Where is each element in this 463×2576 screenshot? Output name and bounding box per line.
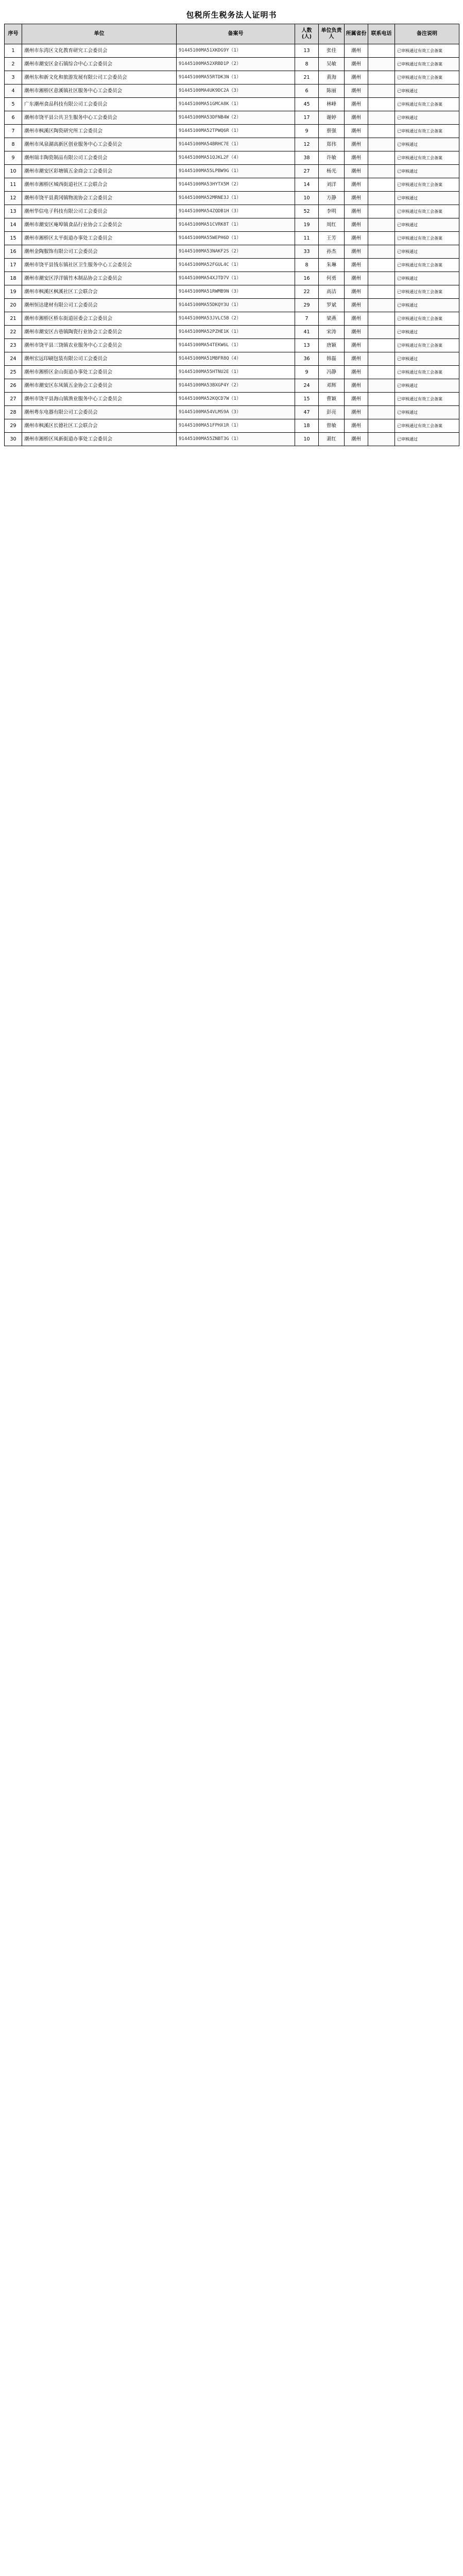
cell-member-count: 22 xyxy=(295,285,319,299)
cell-unit-name: 潮州金陶服饰有限公司工会委员会 xyxy=(22,245,177,259)
cell-number: 18 xyxy=(5,272,22,285)
cell-phone xyxy=(368,433,395,446)
cell-head: 张佳 xyxy=(319,44,345,58)
cell-note: 已审核通过有效工会备案 xyxy=(395,151,459,165)
document-title: 包税所生税务法人证明书 xyxy=(186,10,277,20)
column-header: 单位 xyxy=(22,24,177,44)
cell-phone xyxy=(368,84,395,98)
table-row xyxy=(5,111,459,125)
cell-phone xyxy=(368,272,395,285)
cell-region: 潮州 xyxy=(345,71,368,84)
table-row xyxy=(5,125,459,138)
cell-phone xyxy=(368,98,395,111)
cell-head: 曹颖 xyxy=(319,393,345,406)
cell-region: 潮州 xyxy=(345,165,368,178)
cell-head: 罗斌 xyxy=(319,299,345,312)
cell-note: 已审核通过有效工会备案 xyxy=(395,98,459,111)
cell-region: 潮州 xyxy=(345,366,368,379)
cell-unit-name: 潮州市饶平县海山镇渔业服务中心工会委员会 xyxy=(22,393,177,406)
table-row xyxy=(5,44,459,58)
cell-registration-code: 91445100MA52MRNE3J（1） xyxy=(177,192,295,205)
cell-region: 潮州 xyxy=(345,205,368,218)
cell-unit-name: 潮州市湘桥区凤新街道办事处工会委员会 xyxy=(22,433,177,446)
column-header: 所属省份 xyxy=(345,24,368,44)
cell-phone xyxy=(368,178,395,192)
table-row xyxy=(5,71,459,84)
table-row xyxy=(5,138,459,151)
cell-note: 已审核通过有效工会备案 xyxy=(395,232,459,245)
cell-note: 已审核通过有效工会备案 xyxy=(395,339,459,352)
cell-region: 潮州 xyxy=(345,272,368,285)
cell-unit-name: 潮州市枫溪区长德社区工会联合会 xyxy=(22,419,177,433)
cell-unit-name: 潮州市潮安区古巷镇陶瓷行业协会工会委员会 xyxy=(22,326,177,339)
cell-note: 已审核通过 xyxy=(395,379,459,393)
table-row xyxy=(5,339,459,352)
table-row xyxy=(5,352,459,366)
cell-unit-name: 潮州市湘桥区城西街道社区工会联合会 xyxy=(22,178,177,192)
cell-note: 已审核通过 xyxy=(395,272,459,285)
cell-registration-code: 91445100MA53BXGP4Y（2） xyxy=(177,379,295,393)
table-row xyxy=(5,326,459,339)
column-header: 联系电话 xyxy=(368,24,395,44)
cell-number: 23 xyxy=(5,339,22,352)
cell-unit-name: 潮州市潮安区东凤镇五金协会工会委员会 xyxy=(22,379,177,393)
table-row xyxy=(5,84,459,98)
cell-number: 29 xyxy=(5,419,22,433)
cell-phone xyxy=(368,58,395,71)
cell-head: 李明 xyxy=(319,205,345,218)
table-row xyxy=(5,379,459,393)
cell-head: 蔡强 xyxy=(319,125,345,138)
cell-unit-name: 潮州市饶平县公共卫生服务中心工会委员会 xyxy=(22,111,177,125)
cell-head: 黄海 xyxy=(319,71,345,84)
cell-registration-code: 91445100MA51XKDG9Y（1） xyxy=(177,44,295,58)
cell-region: 潮州 xyxy=(345,138,368,151)
cell-head: 许敏 xyxy=(319,151,345,165)
cell-phone xyxy=(368,379,395,393)
cell-note: 已审核通过有效工会备案 xyxy=(395,393,459,406)
cell-head: 陈丽 xyxy=(319,84,345,98)
cell-phone xyxy=(368,218,395,232)
cell-phone xyxy=(368,419,395,433)
cell-registration-code: 91445100MA54TEKW6L（1） xyxy=(177,339,295,352)
cell-phone xyxy=(368,339,395,352)
cell-note: 已审核通过 xyxy=(395,138,459,151)
table-row xyxy=(5,366,459,379)
cell-registration-code: 91445100MA55ZNBT3G（1） xyxy=(177,433,295,446)
cell-unit-name: 潮州市东湾区文化教育研究工会委员会 xyxy=(22,44,177,58)
cell-registration-code: 91445100MA55DKQY3U（1） xyxy=(177,299,295,312)
cell-region: 潮州 xyxy=(345,125,368,138)
cell-head: 曾敏 xyxy=(319,419,345,433)
cell-region: 潮州 xyxy=(345,151,368,165)
cell-note: 已审核通过有效工会备案 xyxy=(395,419,459,433)
cell-registration-code: 91445100MA51QJKL2F（4） xyxy=(177,151,295,165)
cell-registration-code: 91445100MA51MBFR8Q（4） xyxy=(177,352,295,366)
cell-note: 已审核通过有效工会备案 xyxy=(395,259,459,272)
cell-head: 高洁 xyxy=(319,285,345,299)
cell-registration-code: 91445100MA55WEPH6D（1） xyxy=(177,232,295,245)
cell-head: 王芳 xyxy=(319,232,345,245)
cell-member-count: 18 xyxy=(295,419,319,433)
cell-region: 潮州 xyxy=(345,393,368,406)
cell-registration-code: 91445100MA51RWMB9N（3） xyxy=(177,285,295,299)
cell-number: 26 xyxy=(5,379,22,393)
cell-note: 已审核通过有效工会备案 xyxy=(395,205,459,218)
cell-note: 已审核通过有效工会备案 xyxy=(395,285,459,299)
table-row xyxy=(5,58,459,71)
table-row xyxy=(5,419,459,433)
cell-head: 韩磊 xyxy=(319,352,345,366)
cell-phone xyxy=(368,232,395,245)
cell-phone xyxy=(368,352,395,366)
cell-member-count: 24 xyxy=(295,379,319,393)
cell-unit-name: 潮州东和新文化和旅游发展有限公司工会委员会 xyxy=(22,71,177,84)
cell-phone xyxy=(368,111,395,125)
cell-note: 已审核通过 xyxy=(395,352,459,366)
cell-number: 21 xyxy=(5,312,22,326)
cell-head: 谢婷 xyxy=(319,111,345,125)
cell-registration-code: 91445100MA52XRBD1P（2） xyxy=(177,58,295,71)
cell-member-count: 15 xyxy=(295,393,319,406)
cell-number: 14 xyxy=(5,218,22,232)
cell-unit-name: 潮州市凤泉湖高新区创业服务中心工会委员会 xyxy=(22,138,177,151)
cell-region: 潮州 xyxy=(345,245,368,259)
cell-note: 已审核通过 xyxy=(395,84,459,98)
table-row xyxy=(5,192,459,205)
cell-region: 潮州 xyxy=(345,259,368,272)
cell-unit-name: 潮州市枫溪区枫溪社区工会联合会 xyxy=(22,285,177,299)
cell-member-count: 8 xyxy=(295,259,319,272)
cell-head: 郑伟 xyxy=(319,138,345,151)
cell-head: 刘洋 xyxy=(319,178,345,192)
cell-registration-code: 91445100MA51CVRK8T（1） xyxy=(177,218,295,232)
cell-registration-code: 91445100MA54BRHC7E（1） xyxy=(177,138,295,151)
table-row xyxy=(5,232,459,245)
cell-member-count: 13 xyxy=(295,339,319,352)
cell-registration-code: 91445100MA51FPHX1R（1） xyxy=(177,419,295,433)
table-row xyxy=(5,218,459,232)
cell-head: 彭亮 xyxy=(319,406,345,419)
cell-note: 已审核通过 xyxy=(395,165,459,178)
cell-number: 24 xyxy=(5,352,22,366)
cell-number: 20 xyxy=(5,299,22,312)
cell-registration-code: 91445100MA54XJTD7V（1） xyxy=(177,272,295,285)
cell-registration-code: 91445100MA53HYTX5M（2） xyxy=(177,178,295,192)
cell-number: 3 xyxy=(5,71,22,84)
cell-member-count: 21 xyxy=(295,71,319,84)
cell-phone xyxy=(368,192,395,205)
cell-member-count: 10 xyxy=(295,192,319,205)
cell-unit-name: 潮州瑞丰陶瓷制品有限公司工会委员会 xyxy=(22,151,177,165)
cell-region: 潮州 xyxy=(345,419,368,433)
cell-unit-name: 广东潮州食品科技有限公司工会委员会 xyxy=(22,98,177,111)
cell-region: 潮州 xyxy=(345,326,368,339)
cell-head: 孙杰 xyxy=(319,245,345,259)
cell-unit-name: 潮州市湘桥区意溪镇社区服务中心工会委员会 xyxy=(22,84,177,98)
cell-phone xyxy=(368,165,395,178)
cell-region: 潮州 xyxy=(345,58,368,71)
cell-head: 方静 xyxy=(319,192,345,205)
cell-registration-code: 91445100MA55LPBW9G（1） xyxy=(177,165,295,178)
table-row xyxy=(5,151,459,165)
cell-unit-name: 潮州市饶平县三饶镇农业服务中心工会委员会 xyxy=(22,339,177,352)
cell-unit-name: 潮州粤东电器有限公司工会委员会 xyxy=(22,406,177,419)
cell-region: 潮州 xyxy=(345,433,368,446)
table-row xyxy=(5,393,459,406)
cell-region: 潮州 xyxy=(345,339,368,352)
cell-region: 潮州 xyxy=(345,218,368,232)
table-row xyxy=(5,98,459,111)
cell-registration-code: 91445100MA55HTNU2E（1） xyxy=(177,366,295,379)
cell-unit-name: 潮州市潮安区金石镇综合中心工会委员会 xyxy=(22,58,177,71)
cell-registration-code: 91445100MA4UK9DC2A（3） xyxy=(177,84,295,98)
cell-note: 已审核通过有效工会备案 xyxy=(395,312,459,326)
cell-unit-name: 潮州恒达建材有限公司工会委员会 xyxy=(22,299,177,312)
cell-region: 潮州 xyxy=(345,192,368,205)
cell-registration-code: 91445100MA53JVLC5B（2） xyxy=(177,312,295,326)
cell-region: 潮州 xyxy=(345,299,368,312)
cell-head: 吴敏 xyxy=(319,58,345,71)
cell-region: 潮州 xyxy=(345,352,368,366)
cell-region: 潮州 xyxy=(345,44,368,58)
cell-number: 30 xyxy=(5,433,22,446)
cell-phone xyxy=(368,299,395,312)
cell-phone xyxy=(368,245,395,259)
cell-member-count: 8 xyxy=(295,58,319,71)
cell-member-count: 12 xyxy=(295,138,319,151)
column-header: 单位负责人 xyxy=(319,24,345,44)
cell-unit-name: 潮州市潮安区浮洋镇竹木制品协会工会委员会 xyxy=(22,272,177,285)
cell-registration-code: 91445100MA55RTDK3N（1） xyxy=(177,71,295,84)
table-row xyxy=(5,406,459,419)
column-header: 人数 (人) xyxy=(295,24,319,44)
cell-region: 潮州 xyxy=(345,312,368,326)
cell-member-count: 6 xyxy=(295,84,319,98)
table-row xyxy=(5,272,459,285)
cell-member-count: 16 xyxy=(295,272,319,285)
cell-member-count: 14 xyxy=(295,178,319,192)
cell-member-count: 9 xyxy=(295,366,319,379)
cell-unit-name: 潮州市湘桥区桥东街道居委会工会委员会 xyxy=(22,312,177,326)
table-row xyxy=(5,433,459,446)
cell-note: 已审核通过 xyxy=(395,192,459,205)
cell-unit-name: 潮州市饶平县黄冈镇物流协会工会委员会 xyxy=(22,192,177,205)
cell-head: 萧红 xyxy=(319,433,345,446)
cell-note: 已审核通过有效工会备案 xyxy=(395,125,459,138)
cell-phone xyxy=(368,393,395,406)
cell-note: 已审核通过有效工会备案 xyxy=(395,44,459,58)
cell-unit-name: 潮州华信电子科技有限公司工会委员会 xyxy=(22,205,177,218)
cell-head: 宋涛 xyxy=(319,326,345,339)
cell-number: 12 xyxy=(5,192,22,205)
column-header: 备案号 xyxy=(177,24,295,44)
cell-member-count: 47 xyxy=(295,406,319,419)
cell-note: 已审核通过有效工会备案 xyxy=(395,71,459,84)
table-row xyxy=(5,259,459,272)
cell-unit-name: 潮州市饶平县钱东镇社区卫生服务中心工会委员会 xyxy=(22,259,177,272)
cell-registration-code: 91445100MA52FGUL4C（1） xyxy=(177,259,295,272)
cell-note: 已审核通过有效工会备案 xyxy=(395,58,459,71)
cell-number: 17 xyxy=(5,259,22,272)
table-header-row xyxy=(5,24,459,44)
cell-number: 1 xyxy=(5,44,22,58)
table-row xyxy=(5,299,459,312)
cell-member-count: 13 xyxy=(295,44,319,58)
cell-registration-code: 91445100MA54ZQDB1H（3） xyxy=(177,205,295,218)
cell-head: 邓辉 xyxy=(319,379,345,393)
cell-head: 林峰 xyxy=(319,98,345,111)
cell-registration-code: 91445100MA52TPWQ6R（1） xyxy=(177,125,295,138)
cell-registration-code: 91445100MA52PZHE1K（1） xyxy=(177,326,295,339)
cell-phone xyxy=(368,44,395,58)
cell-phone xyxy=(368,312,395,326)
registry-table xyxy=(4,24,459,446)
table-body xyxy=(5,44,459,446)
cell-number: 28 xyxy=(5,406,22,419)
cell-number: 9 xyxy=(5,151,22,165)
cell-head: 杨光 xyxy=(319,165,345,178)
cell-registration-code: 91445100MA51GMCA8K（1） xyxy=(177,98,295,111)
cell-number: 6 xyxy=(5,111,22,125)
cell-member-count: 38 xyxy=(295,151,319,165)
table-row xyxy=(5,205,459,218)
cell-phone xyxy=(368,326,395,339)
cell-note: 已审核通过 xyxy=(395,299,459,312)
cell-note: 已审核通过 xyxy=(395,218,459,232)
cell-number: 27 xyxy=(5,393,22,406)
cell-member-count: 17 xyxy=(295,111,319,125)
cell-member-count: 41 xyxy=(295,326,319,339)
cell-note: 已审核通过 xyxy=(395,406,459,419)
cell-note: 已审核通过 xyxy=(395,245,459,259)
cell-number: 16 xyxy=(5,245,22,259)
cell-unit-name: 潮州市潮安区彩塘镇五金商会工会委员会 xyxy=(22,165,177,178)
cell-number: 13 xyxy=(5,205,22,218)
cell-head: 梁燕 xyxy=(319,312,345,326)
cell-note: 已审核通过 xyxy=(395,433,459,446)
cell-unit-name: 潮州市枫溪区陶瓷研究所工会委员会 xyxy=(22,125,177,138)
cell-member-count: 11 xyxy=(295,232,319,245)
cell-region: 潮州 xyxy=(345,406,368,419)
cell-region: 潮州 xyxy=(345,285,368,299)
cell-head: 朱琳 xyxy=(319,259,345,272)
cell-phone xyxy=(368,151,395,165)
cell-phone xyxy=(368,259,395,272)
cell-head: 周红 xyxy=(319,218,345,232)
cell-head: 何勇 xyxy=(319,272,345,285)
cell-number: 19 xyxy=(5,285,22,299)
cell-note: 已审核通过 xyxy=(395,326,459,339)
cell-unit-name: 潮州市湘桥区金山街道办事处工会委员会 xyxy=(22,366,177,379)
cell-region: 潮州 xyxy=(345,98,368,111)
cell-member-count: 19 xyxy=(295,218,319,232)
cell-registration-code: 91445100MA54VLMS9A（3） xyxy=(177,406,295,419)
cell-phone xyxy=(368,285,395,299)
cell-number: 10 xyxy=(5,165,22,178)
cell-note: 已审核通过有效工会备案 xyxy=(395,366,459,379)
cell-member-count: 33 xyxy=(295,245,319,259)
cell-region: 潮州 xyxy=(345,379,368,393)
cell-head: 冯静 xyxy=(319,366,345,379)
table-row xyxy=(5,285,459,299)
cell-member-count: 45 xyxy=(295,98,319,111)
cell-unit-name: 潮州宏远印刷包装有限公司工会委员会 xyxy=(22,352,177,366)
table-row xyxy=(5,312,459,326)
cell-phone xyxy=(368,406,395,419)
table-row xyxy=(5,178,459,192)
cell-registration-code: 91445100MA52KQCD7W（1） xyxy=(177,393,295,406)
cell-number: 11 xyxy=(5,178,22,192)
cell-region: 潮州 xyxy=(345,178,368,192)
table-row xyxy=(5,165,459,178)
cell-number: 7 xyxy=(5,125,22,138)
column-header: 序号 xyxy=(5,24,22,44)
cell-member-count: 36 xyxy=(295,352,319,366)
cell-registration-code: 91445100MA53DFNB4W（2） xyxy=(177,111,295,125)
cell-member-count: 9 xyxy=(295,125,319,138)
cell-number: 2 xyxy=(5,58,22,71)
cell-phone xyxy=(368,366,395,379)
cell-member-count: 7 xyxy=(295,312,319,326)
cell-unit-name: 潮州市湘桥区太平街道办事处工会委员会 xyxy=(22,232,177,245)
cell-number: 4 xyxy=(5,84,22,98)
cell-member-count: 10 xyxy=(295,433,319,446)
cell-phone xyxy=(368,71,395,84)
cell-member-count: 27 xyxy=(295,165,319,178)
cell-number: 22 xyxy=(5,326,22,339)
cell-registration-code: 91445100MA53NAKF2S（2） xyxy=(177,245,295,259)
cell-region: 潮州 xyxy=(345,232,368,245)
cell-number: 15 xyxy=(5,232,22,245)
cell-number: 8 xyxy=(5,138,22,151)
cell-region: 潮州 xyxy=(345,84,368,98)
cell-note: 已审核通过 xyxy=(395,111,459,125)
cell-member-count: 29 xyxy=(295,299,319,312)
cell-phone xyxy=(368,138,395,151)
cell-phone xyxy=(368,125,395,138)
cell-note: 已审核通过有效工会备案 xyxy=(395,178,459,192)
cell-phone xyxy=(368,205,395,218)
cell-member-count: 52 xyxy=(295,205,319,218)
cell-number: 25 xyxy=(5,366,22,379)
column-header: 备注说明 xyxy=(395,24,459,44)
cell-region: 潮州 xyxy=(345,111,368,125)
cell-number: 5 xyxy=(5,98,22,111)
cell-head: 唐颖 xyxy=(319,339,345,352)
table-row xyxy=(5,245,459,259)
cell-unit-name: 潮州市潮安区庵埠镇食品行业协会工会委员会 xyxy=(22,218,177,232)
